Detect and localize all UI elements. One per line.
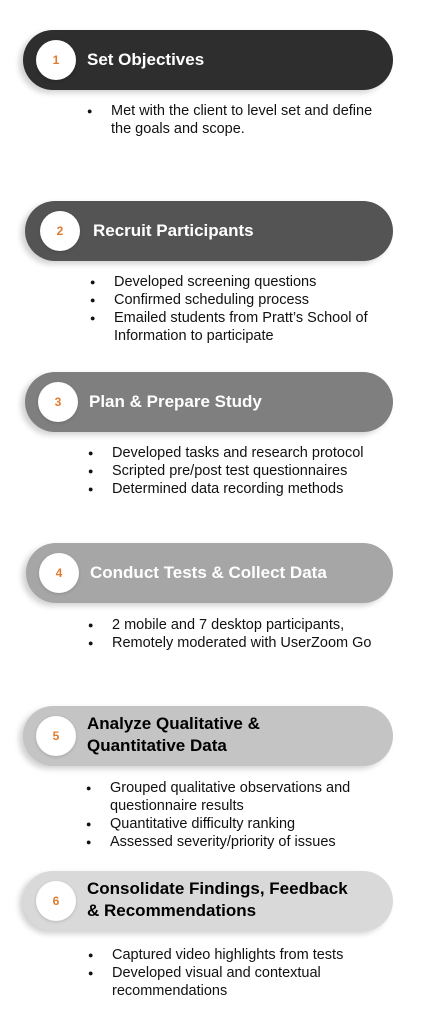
step-6-bullets: [88, 946, 378, 1000]
step-1-banner: [23, 30, 393, 90]
list-item: ● Grouped qualitative observations and questionnaire results: [86, 779, 386, 815]
step-6-banner: [23, 871, 393, 931]
step-6-title-line-1: Consolidate Findings, Feedback: [87, 879, 348, 898]
list-item: ● Remotely moderated with UserZoom Go: [88, 634, 418, 652]
step-6-title: [87, 878, 348, 922]
step-2-title: Recruit Participants: [93, 221, 254, 240]
list-item: ● Captured video highlights from tests: [88, 946, 378, 964]
step-2-number: 2: [40, 211, 80, 251]
list-item: ● Quantitative difficulty ranking: [86, 815, 386, 833]
list-item: ● Confirmed scheduling process: [90, 291, 380, 309]
step-4-banner: [26, 543, 393, 603]
step-3-title: Plan & Prepare Study: [89, 392, 262, 411]
list-item: ● Developed screening questions: [90, 273, 380, 291]
list-item: ● Developed visual and contextual recommendations: [88, 964, 378, 1000]
step-6-title-line-2: & Recommendations: [87, 901, 257, 920]
step-5-title-line-2: Quantitative Data: [87, 736, 227, 755]
step-1-title: Set Objectives: [87, 50, 205, 69]
step-1-number: 1: [36, 40, 76, 80]
list-item: ● Emailed students from Pratt’s School of Information to participate: [90, 309, 380, 345]
step-2-banner: [25, 201, 393, 261]
step-5-bullets: [86, 779, 386, 851]
step-5-banner: [23, 706, 393, 766]
step-6-number: 6: [36, 881, 76, 921]
step-4-number: 4: [39, 553, 79, 593]
step-5-title: [87, 713, 260, 757]
list-item: ● Developed tasks and research protocol: [88, 444, 408, 462]
list-item: ● Scripted pre/post test questionnaires: [88, 462, 408, 480]
step-2-bullets: [90, 273, 380, 345]
list-item: ● Met with the client to level set and define the goals and scope.: [87, 102, 377, 138]
step-4-title: Conduct Tests & Collect Data: [90, 563, 327, 582]
step-5-number: 5: [36, 716, 76, 756]
step-1-bullets: [87, 102, 377, 138]
step-4-bullets: [88, 616, 418, 652]
step-3-banner: [25, 372, 393, 432]
step-3-number: 3: [38, 382, 78, 422]
list-item: ● Assessed severity/priority of issues: [86, 833, 386, 851]
list-item: ● 2 mobile and 7 desktop participants,: [88, 616, 418, 634]
step-5-title-line-1: Analyze Qualitative &: [87, 714, 260, 733]
step-3-bullets: [88, 444, 408, 498]
list-item: ● Determined data recording methods: [88, 480, 408, 498]
